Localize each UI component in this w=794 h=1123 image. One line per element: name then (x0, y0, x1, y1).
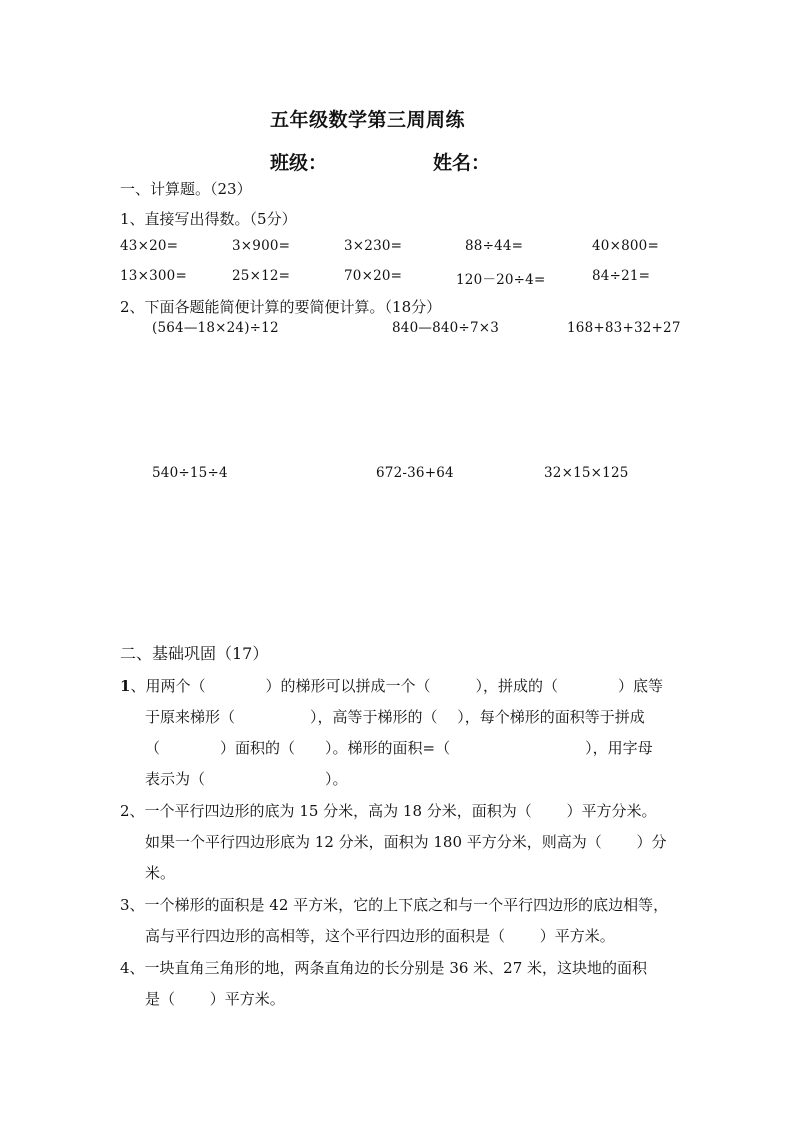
class-label: 班级： (270, 152, 328, 174)
section1-heading: 一、计算题。（23） (120, 180, 252, 198)
question-line: 表示为（ ）。 (145, 770, 348, 788)
direct-calc-item: 3×900= (232, 238, 291, 254)
question-line: 4、一块直角三角形的地，两条直角边的长分别是 36 米、27 米，这块地的面积 (120, 959, 648, 977)
question-line: 2、一个平行四边形的底为 15 分米，高为 18 分米，面积为（ ）平方分米。 (120, 802, 657, 820)
direct-calc-item: 84÷21= (592, 268, 651, 284)
direct-calc-item: 25×12= (232, 268, 291, 284)
question-line: 米。 (145, 864, 176, 882)
name-label: 姓名： (433, 152, 491, 174)
direct-calc-item: 43×20= (120, 238, 179, 254)
question-line: （ ）面积的（ ）。梯形的面积=（ ），用字母 (145, 739, 653, 757)
question-line: 于原来梯形（ ），高等于梯形的（ ），每个梯形的面积等于拼成 (145, 708, 645, 726)
question-line: 如果一个平行四边形底为 12 分米，面积为 180 平方分米，则高为（ ）分 (145, 833, 667, 851)
direct-calc-item: 120－20÷4= (456, 272, 546, 288)
question-number: 1 (120, 677, 131, 695)
direct-calc-item: 40×800= (592, 238, 659, 254)
direct-calc-item: 70×20= (344, 268, 403, 284)
direct-calc-item: 13×300= (120, 268, 187, 284)
simplify-item: 32×15×125 (544, 465, 629, 481)
direct-calc-item: 3×230= (344, 238, 403, 254)
simplify-item: (564—18×24)÷12 (152, 320, 279, 336)
simplify-item: 672-36+64 (376, 465, 454, 481)
question-line (120, 671, 663, 702)
q1-heading: 1、直接写出得数。（5分） (120, 210, 297, 228)
question-line: 高与平行四边形的高相等，这个平行四边形的面积是（ ）平方米。 (145, 927, 615, 945)
question-line: 3、一个梯形的面积是 42 平方米，它的上下底之和与一个平行四边形的底边相等， (120, 896, 669, 914)
simplify-item: 840—840÷7×3 (392, 320, 500, 336)
simplify-item: 540÷15÷4 (152, 465, 228, 481)
q2-heading: 2、下面各题能简便计算的要简便计算。（18分） (120, 298, 442, 316)
section2-heading: 二、基础巩固（17） (120, 644, 269, 663)
question-text: 、用两个（ ）的梯形可以拼成一个（ ），拼成的（ ）底等 (130, 677, 663, 695)
simplify-item: 168+83+32+27 (567, 320, 681, 336)
worksheet-title: 五年级数学第三周周练 (270, 109, 466, 131)
direct-calc-item: 88÷44= (465, 238, 524, 254)
question-line: 是（ ）平方米。 (145, 990, 285, 1008)
